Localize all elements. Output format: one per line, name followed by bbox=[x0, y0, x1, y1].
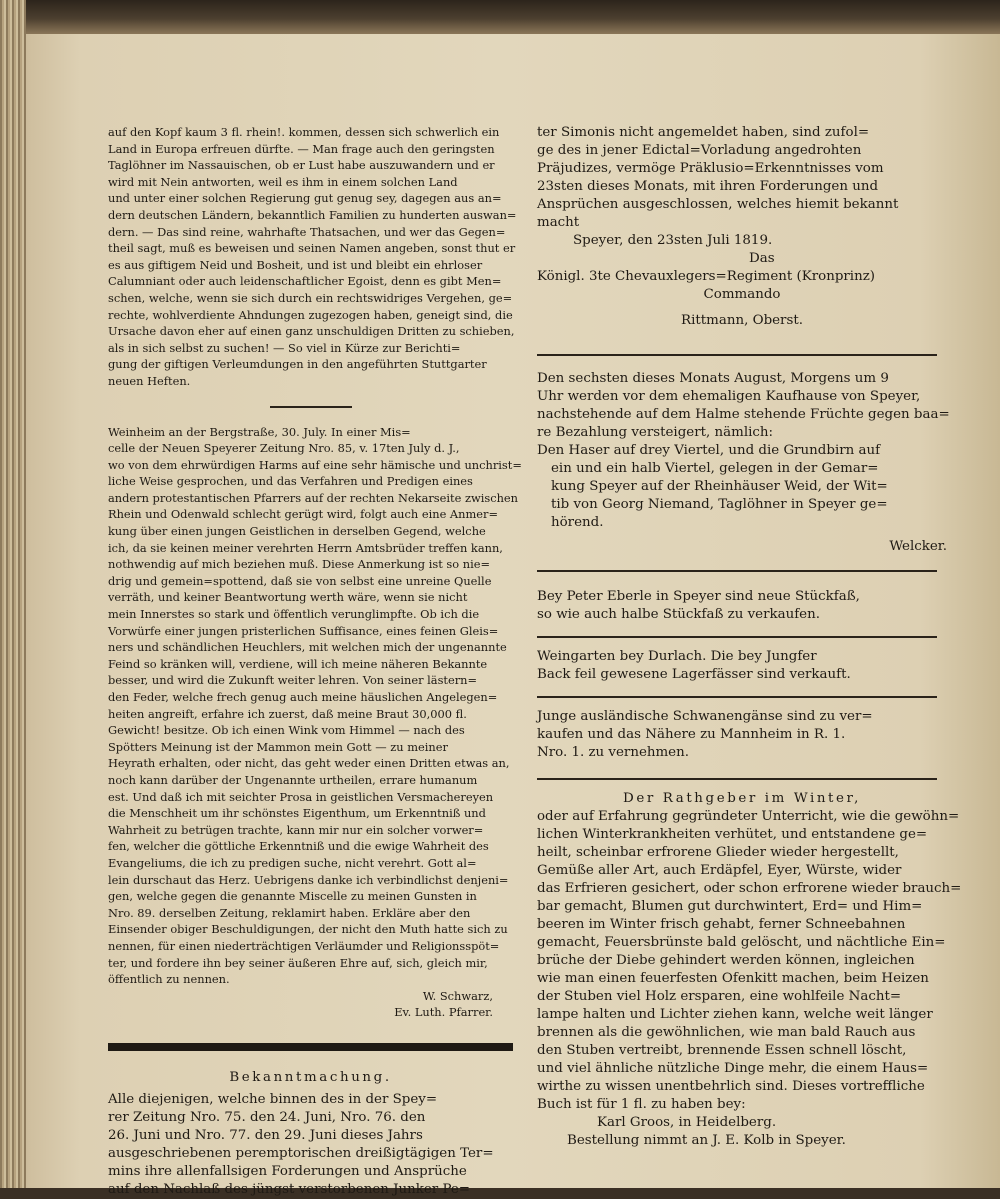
text-line: ausgeschriebenen peremptorischen dreißigtägigen Ter= bbox=[108, 1145, 494, 1161]
text-line: den Stuben vertreibt, brennende Essen schnell löscht, bbox=[537, 1043, 907, 1058]
signature-name: W. Schwarz, bbox=[422, 988, 493, 1003]
text-line: ein und ein halb Viertel, gelegen in der Gemar= bbox=[551, 461, 879, 476]
text-line: Calumniant oder auch leidenschaftlicher Egoist, denn es gibt Men= bbox=[108, 274, 502, 289]
text-line: 23sten dieses Monats, mit ihren Forderungen und bbox=[537, 179, 879, 194]
text-line: re Bezahlung versteigert, nämlich: bbox=[537, 425, 774, 440]
das-label: Das bbox=[749, 251, 775, 266]
text-line: Nro. 89. derselben Zeitung, reklamirt haben. Erkläre aber den bbox=[108, 905, 471, 920]
text-line: es aus giftigem Neid und Bosheit, und ist und bleibt ein ehrloser bbox=[108, 257, 483, 272]
text-line: wie man einen feuerfesten Ofenkitt machen, beim Heizen bbox=[537, 971, 929, 986]
text-line: die Menschheit um ihr schönstes Eigenthum, um Erkenntniß und bbox=[108, 806, 486, 821]
text-line: fen, welcher die göttliche Erkenntniß und die ewige Wahrheit des bbox=[108, 839, 489, 854]
rittmann-signature: Rittmann, Oberst. bbox=[681, 313, 803, 328]
text-line: liche Weise gesprochen, und das Verfahren und Predigen eines bbox=[108, 474, 473, 489]
text-line: Feind so kränken will, verdiene, will ich meine näheren Bekannte bbox=[108, 656, 488, 671]
text-line: kung Speyer auf der Rheinhäuser Weid, der Wit= bbox=[551, 479, 888, 494]
auction-item bbox=[537, 442, 947, 532]
text-line: neuen Heften. bbox=[108, 373, 191, 388]
text-line: den Feder, welche frech genug auch meine häuslichen Angelegen= bbox=[108, 690, 498, 704]
signature-title: Ev. Luth. Pfarrer. bbox=[394, 1005, 493, 1020]
text-line: nennen, für einen niederträchtigen Verläumder und Religionsspöt= bbox=[108, 938, 500, 953]
commando-label: Commando bbox=[703, 287, 781, 302]
book-binding bbox=[0, 0, 26, 1188]
text-line: brennen als die gewöhnlichen, wie man bald Rauch aus bbox=[537, 1025, 916, 1040]
text-line: hörend. bbox=[551, 515, 604, 530]
text-line: ich, da sie keinen meiner verehrten Herrn Amtsbrüder treffen kann, bbox=[108, 540, 503, 555]
text-line: nothwendig auf mich beziehen muß. Diese Anmerkung ist so nie= bbox=[108, 557, 490, 572]
weinheim-article bbox=[108, 424, 522, 988]
text-line: mins ihre allenfallsigen Forderungen und Ansprüche bbox=[108, 1163, 467, 1179]
text-line: ter, und fordere ihn bey seiner äußeren Ehre auf, sich, gleich mir, bbox=[108, 955, 488, 970]
text-line: Nro. 1. zu vernehmen. bbox=[537, 745, 689, 760]
welcker-signature: Welcker. bbox=[889, 539, 947, 554]
text-line: Buch ist für 1 fl. zu haben bey: bbox=[537, 1097, 746, 1112]
text-line: Ansprüchen ausgeschlossen, welches hiemit bekannt bbox=[537, 197, 899, 212]
bekanntmachung-text bbox=[108, 1091, 513, 1199]
text-line: Alle diejenigen, welche binnen des in der Spey= bbox=[108, 1091, 438, 1107]
text-line: ners und schändlichen Heuchlers, mit welchen mich der ungenannte bbox=[108, 640, 507, 655]
text-line: nachstehende auf dem Halme stehende Früchte gegen baa= bbox=[537, 407, 950, 422]
text-line: besser, und wird die Zukunft weiter lehren. Von seiner lästern= bbox=[108, 673, 478, 688]
text-line: verräth, und keiner Beantwortung werth wäre, wenn sie nicht bbox=[108, 590, 468, 605]
text-line: Präjudizes, vermöge Präklusio=Erkenntnisses vom bbox=[537, 161, 884, 176]
text-line: Bey Peter Eberle in Speyer sind neue Stückfaß, bbox=[537, 589, 860, 604]
text-line: noch kann darüber der Ungenannte urtheilen, errare humanum bbox=[108, 772, 478, 787]
text-line: gen, welche gegen die genannte Miscelle zu meinen Gunsten in bbox=[108, 889, 477, 904]
left-column bbox=[108, 124, 522, 1199]
text-line: Evangeliums, die ich zu predigen suche, nicht verehrt. Gott al= bbox=[108, 855, 477, 870]
text-line: das Erfrieren gesichert, oder schon erfrorene wieder brauch= bbox=[537, 881, 962, 896]
text-line: theil sagt, muß es beweisen und seinen Namen angeben, sonst thut er bbox=[108, 241, 516, 256]
text-line: als in sich selbst zu suchen! — So viel in Kürze zur Berichti= bbox=[108, 340, 461, 355]
text-line: brüche der Diebe gehindert werden können, ingleichen bbox=[537, 953, 915, 968]
text-line: wirthe zu wissen unentbehrlich sind. Dieses vortreffliche bbox=[537, 1079, 925, 1094]
regiment-line: Königl. 3te Chevauxlegers=Regiment (Kronprinz) bbox=[537, 269, 875, 284]
text-line: bar gemacht, Blumen gut durchwintert, Erd= und Him= bbox=[537, 899, 923, 914]
text-line: Back feil gewesene Lagerfässer sind verkauft. bbox=[537, 667, 851, 682]
text-line: dern deutschen Ländern, bekanntlich Familien zu hunderten auswan= bbox=[108, 207, 517, 222]
bekanntmachung-continuation bbox=[537, 124, 947, 232]
bekanntmachung-title: Bekanntmachung. bbox=[229, 1069, 392, 1085]
text-line: und viel ähnliche nützliche Dinge mehr, die einem Haus= bbox=[537, 1061, 929, 1076]
text-line: Weinheim an der Bergstraße, 30. July. In einer Mis= bbox=[108, 424, 411, 439]
auction-notice bbox=[537, 370, 950, 442]
text-line: Wahrheit zu betrügen trachte, kann mir nur ein solcher vorwer= bbox=[108, 822, 484, 837]
separator-2 bbox=[537, 570, 937, 572]
text-line: dern. — Das sind reine, wahrhafte Thatsachen, und wer das Gegen= bbox=[108, 224, 506, 239]
text-line: beeren im Winter frisch gehabt, ferner Schneebahnen bbox=[537, 917, 906, 932]
book-top-edge bbox=[0, 0, 1000, 34]
text-line: Heyrath erhalten, oder nicht, das geht weder einen Dritten etwas an, bbox=[108, 756, 510, 771]
text-line: heiten angreift, erfahre ich zuerst, daß meine Braut 30,000 fl. bbox=[108, 706, 467, 721]
text-line: andern protestantischen Pfarrers auf der rechten Nekarseite zwischen bbox=[108, 490, 519, 505]
separator-3 bbox=[537, 636, 937, 638]
separator-4 bbox=[537, 696, 937, 698]
separator-1 bbox=[537, 354, 937, 356]
text-line: Land in Europa erfreuen dürfte. — Man frage auch den geringsten bbox=[108, 141, 495, 156]
text-line: Gemüße aller Art, auch Erdäpfel, Eyer, Würste, wider bbox=[537, 863, 902, 878]
text-line: ge des in jener Edictal=Vorladung angedrohten bbox=[537, 143, 862, 158]
bestellung-line: Bestellung nimmt an J. E. Kolb in Speyer. bbox=[567, 1133, 846, 1148]
groos-line: Karl Groos, in Heidelberg. bbox=[597, 1115, 777, 1130]
text-line: Taglöhner im Nassauischen, ob er Lust habe auszuwandern und er bbox=[108, 158, 495, 173]
intro-article bbox=[108, 124, 517, 390]
text-line: Einsender obiger Beschuldigungen, der nicht den Muth hatte sich zu bbox=[108, 922, 508, 937]
text-line: 26. Juni und Nro. 77. den 29. Juni dieses Jahrs bbox=[108, 1127, 423, 1143]
separator-thick bbox=[108, 1043, 513, 1051]
text-line: Uhr werden vor dem ehemaligen Kaufhause von Speyer, bbox=[537, 389, 921, 404]
text-line: kaufen und das Nähere zu Mannheim in R. 1. bbox=[537, 727, 846, 742]
text-line: oder auf Erfahrung gegründeter Unterricht, wie die gewöhn= bbox=[537, 809, 960, 824]
text-line: Den Haser auf drey Viertel, und die Grundbirn auf bbox=[537, 443, 881, 458]
schwaene-notice bbox=[537, 708, 947, 762]
text-line: mein Innerstes so stark und öffentlich verunglimpfte. Ob ich die bbox=[108, 607, 480, 622]
text-line: lampe halten und Lichter ziehen kann, welche weit länger bbox=[537, 1007, 933, 1022]
separator-5 bbox=[537, 778, 937, 780]
text-line: tib von Georg Niemand, Taglöhner in Speyer ge= bbox=[551, 497, 888, 512]
text-line: Den sechsten dieses Monats August, Morgens um 9 bbox=[537, 371, 889, 386]
text-line: kung über einen jungen Geistlichen in derselben Gegend, welche bbox=[108, 524, 486, 539]
text-line: heilt, scheinbar erfrorene Glieder wieder hergestellt, bbox=[537, 845, 899, 860]
dateline: Speyer, den 23sten Juli 1819. bbox=[573, 233, 773, 248]
eberle-notice bbox=[537, 588, 947, 624]
weingarten-notice bbox=[537, 648, 947, 684]
text-line: macht bbox=[537, 215, 580, 230]
text-line: schen, welche, wenn sie sich durch ein rechtswidriges Vergehen, ge= bbox=[108, 290, 513, 305]
text-line: est. Und daß ich mit seichter Prosa in geistlichen Versmachereyen bbox=[108, 789, 494, 804]
text-line: drig und gemein=spottend, daß sie von selbst eine unreine Quelle bbox=[108, 573, 492, 588]
text-line: Spötters Meinung ist der Mammon mein Gott — zu meiner bbox=[108, 739, 448, 754]
text-line: und unter einer solchen Regierung gut genug sey, dagegen aus an= bbox=[108, 191, 502, 206]
text-line: Vorwürfe einer jungen pristerlichen Suffisance, eines feinen Gleis= bbox=[108, 623, 499, 638]
text-line: lein durschaut das Herz. Uebrigens danke ich verbindlichst denjeni= bbox=[108, 872, 509, 887]
text-line: ter Simonis nicht angemeldet haben, sind zufol= bbox=[537, 125, 870, 140]
text-line: celle der Neuen Speyerer Zeitung Nro. 85, v. 17ten July d. J., bbox=[108, 441, 460, 456]
text-line: gung der giftigen Verleumdungen in den angeführten Stuttgarter bbox=[108, 357, 487, 372]
text-line: rer Zeitung Nro. 75. den 24. Juni, Nro. 76. den bbox=[108, 1109, 426, 1125]
text-line: der Stuben viel Holz ersparen, eine wohlfeile Nacht= bbox=[537, 989, 902, 1004]
text-line: Rhein und Odenwald schlecht gerügt wird, folgt auch eine Anmer= bbox=[108, 507, 499, 522]
text-line: Junge ausländische Schwanengänse sind zu ver= bbox=[537, 709, 873, 724]
separator-short bbox=[270, 406, 352, 408]
text-line: auf den Nachlaß des jüngst verstorbenen Junker Pe= bbox=[108, 1181, 470, 1197]
text-line: rechte, wohlverdiente Ahndungen zugezogen haben, geneigt sind, die bbox=[108, 307, 513, 322]
text-line: wird mit Nein antworten, weil es ihm in einem solchen Land bbox=[108, 174, 458, 189]
text-line: Ursache davon eher auf einen ganz unschuldigen Dritten zu schieben, bbox=[108, 324, 515, 339]
rathgeber-title: Der Rathgeber im Winter, bbox=[623, 791, 861, 806]
text-line: auf den Kopf kaum 3 fl. rhein!. kommen, dessen sich schwerlich ein bbox=[108, 125, 500, 139]
text-line: gemacht, Feuersbrünste bald gelöscht, und nächtliche Ein= bbox=[537, 935, 946, 950]
text-line: wo von dem ehrwürdigen Harms auf eine sehr hämische und unchrist= bbox=[108, 457, 522, 472]
rathgeber-text bbox=[537, 808, 962, 1114]
text-line: lichen Winterkrankheiten verhütet, und entstandene ge= bbox=[537, 827, 928, 842]
text-line: öffentlich zu nennen. bbox=[108, 972, 230, 987]
text-line: so wie auch halbe Stückfaß zu verkaufen. bbox=[537, 607, 820, 622]
text-line: Gewicht! besitze. Ob ich einen Wink vom Himmel — nach des bbox=[108, 723, 465, 738]
text-line: Weingarten bey Durlach. Die bey Jungfer bbox=[537, 649, 817, 664]
right-column bbox=[537, 124, 962, 1150]
